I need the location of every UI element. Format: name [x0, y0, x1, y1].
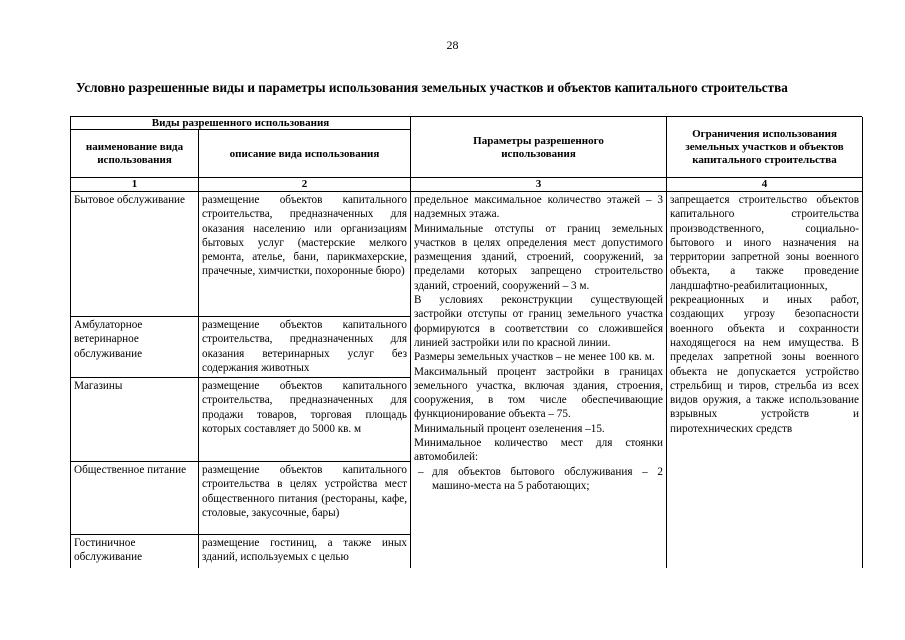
- column-number-3: 3: [411, 178, 667, 192]
- parameter-bullet-text: для объектов бытового обслуживания – 2 машино-места на 5 работающих;: [432, 465, 663, 492]
- header-use-name: наименование вида использования: [71, 130, 199, 178]
- header-use-description: описание вида использования: [199, 130, 411, 178]
- table-row-name: Амбулаторное ветеринарное обслуживание: [71, 317, 199, 378]
- header-restrictions: Ограничения использования земельных участков и объектов капитального строительства: [667, 117, 863, 178]
- parameters-cell: [411, 192, 667, 568]
- parameter-paragraph: Минимальное количество мест для стоянки автомобилей:: [414, 437, 663, 464]
- table-row-name: Магазины: [71, 378, 199, 462]
- parameter-paragraph: Минимальные отступы от границ земельных участков в целях определения мест допустимого размещения зданий, строений, сооружений, за пределами которых запрещено строительство зданий, строений, сооружений – 3 м.: [414, 222, 663, 292]
- table-row-description: размещение объектов капитального строительства в целях устройства мест общественного питания (рестораны, кафе, столовые, закусочные, бары): [199, 462, 411, 535]
- parameter-paragraph: предельное максимальное количество этажей – 3 надземных этажа.: [414, 194, 663, 221]
- table-row-description: размещение объектов капитального строительства, предназначенных для оказания ветеринарных услуг без содержания животных: [199, 317, 411, 378]
- parameter-paragraph: Минимальный процент озеленения –15.: [414, 422, 605, 435]
- section-title: Условно разрешенные виды и параметры использования земельных участков и объектов капитального строительства: [76, 80, 788, 95]
- table-row-description: размещение объектов капитального строительства, предназначенных для оказания населению или организациям бытовых услуг (мастерские мелкого ремонта, ателье, бани, парикмахерские, прачечные, химчистки, похоронные бюро): [199, 192, 411, 317]
- table-row-name: Общественное питание: [71, 462, 199, 535]
- parameter-paragraph: Максимальный процент застройки в границах земельного участка, включая здания, строения, сооружения, в том числе обеспечивающие функционирование объекта – 75.: [414, 365, 663, 421]
- table-row-name: Гостиничное обслуживание: [71, 535, 199, 568]
- page-number: 28: [446, 38, 459, 52]
- header-permitted-use-group: Виды разрешенного использования: [71, 117, 411, 130]
- header-parameters: Параметры разрешенного использования: [411, 117, 667, 178]
- land-use-table: [70, 116, 862, 568]
- column-number-4: 4: [667, 178, 863, 192]
- table-row-description: размещение объектов капитального строительства, предназначенных для продажи товаров, торговая площадь которых составляет до 5000 кв. м: [199, 378, 411, 462]
- parameter-bullet: [414, 465, 663, 494]
- parameter-paragraph: В условиях реконструкции существующей застройки отступы от границ земельного участка формируются в соответствии со сложившейся линией застройки или по красной линии.: [414, 294, 663, 349]
- column-number-1: 1: [71, 178, 199, 192]
- restrictions-cell: [667, 192, 863, 568]
- restrictions-text: запрещается строительство объектов капитального строительства производственного, социально-бытового и иного назначения на территории запретной зоны военного объекта, а также проведение ландшафтно-реабилитационных, рекреационных и иных работ, создающих угрозу безопасности военного объекта и сохранности находящегося на нем имущества. В пределах запретной зоны военного объекта не допускается устройство стрельбищ и тиров, стрельба из всех видов оружия, а также использование взрывных устройств и пиротехнических средств: [670, 194, 859, 435]
- column-number-2: 2: [199, 178, 411, 192]
- bullet-dash: –: [418, 465, 424, 478]
- table-row-description: размещение гостиниц, а также иных зданий, используемых с целью: [199, 535, 411, 568]
- parameter-paragraph: Размеры земельных участков – не менее 100 кв. м.: [414, 351, 655, 364]
- table-row-name: Бытовое обслуживание: [71, 192, 199, 317]
